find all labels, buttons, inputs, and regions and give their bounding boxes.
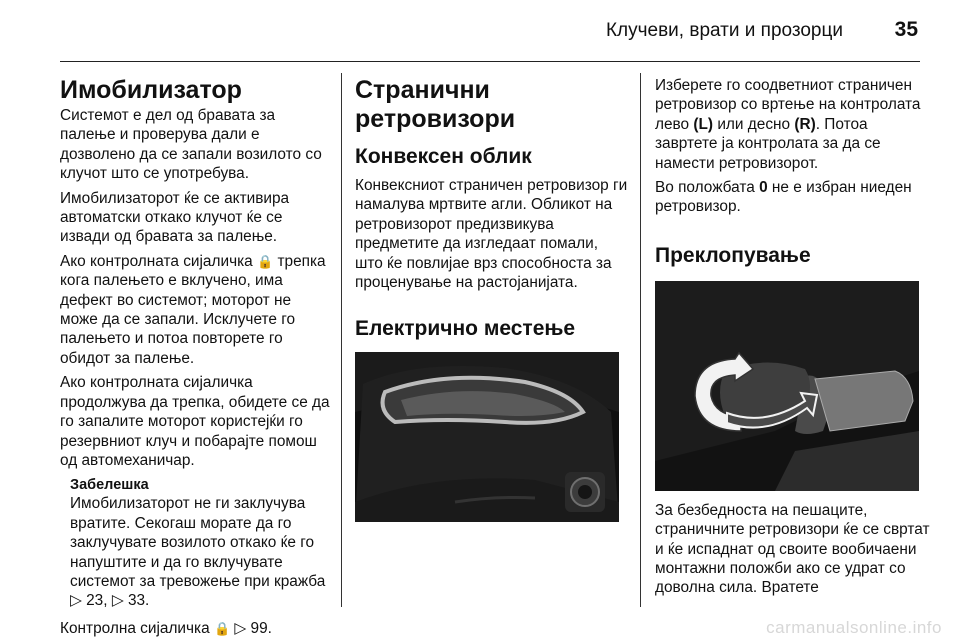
immobiliser-lamp-icon: 🔒 bbox=[213, 620, 231, 636]
note-heading: Забелешка bbox=[70, 477, 149, 494]
mirror-adjust-illustration bbox=[355, 352, 619, 522]
column-divider-1 bbox=[341, 73, 342, 607]
paragraph: За безбедноста на пешаците, страничните ретровизори ќе се свртат и ќе испаднат од своите вообичаени монтажни положби ако се удрат со доволна сила. Вратете bbox=[655, 501, 930, 597]
right-label: (R) bbox=[794, 115, 816, 133]
paragraph: Изберете го соодветниот страничен ретровизор со вртење на контролата лево (L) или десно (R). Потоа завртете ја контролата за да се намести ретровизорот. bbox=[655, 77, 921, 172]
paragraph: Во положбата 0 не е избран ниеден ретровизор. bbox=[655, 179, 912, 216]
mirror-folding-illustration bbox=[655, 281, 919, 491]
page-number: 35 bbox=[894, 18, 918, 41]
subheading-electric: Електрично местење bbox=[355, 317, 576, 341]
paragraph: Системот е дел од бравата за палење и проверува дали е дозволено да се запали возилото со клучот што се употребува. bbox=[60, 107, 322, 183]
watermark: carmanualsonline.info bbox=[766, 618, 942, 637]
page-ref-icon: ▷ bbox=[70, 592, 82, 610]
column-divider-2 bbox=[640, 73, 641, 607]
note-box bbox=[70, 477, 330, 610]
subheading-convex: Конвексен облик bbox=[355, 145, 532, 168]
header-rule bbox=[60, 61, 920, 62]
note-text: Имобилизаторот не ги заклучува вратите. Секогаш морате да го заклучувате возилото откако ќе го напуштите и да го вклучувате системот за тревожење при кражба ▷ 23, ▷ 33. bbox=[70, 495, 326, 610]
column-side-mirrors bbox=[355, 76, 630, 522]
left-label: (L) bbox=[693, 115, 714, 133]
page-ref-link[interactable]: 99. bbox=[250, 619, 272, 637]
column-immobiliser bbox=[60, 76, 330, 638]
running-header-title: Клучеви, врати и прозорци bbox=[605, 20, 843, 41]
immobiliser-lamp-icon: 🔒 bbox=[257, 253, 274, 269]
paragraph: Имобилизаторот ќе се активира автоматски откако клучот ќе се извади од бравата за палење. bbox=[60, 189, 290, 246]
door-mirror-switch-image bbox=[355, 352, 619, 522]
paragraph: Ако контролната сијаличка продолжува да трепка, обидете се да го запалите моторот користејќи го резервниот клуч и побарајте помош од автомеханичар. bbox=[60, 374, 330, 469]
section-heading-immobiliser: Имобилизатор bbox=[60, 76, 242, 104]
page-ref-link[interactable]: 33. bbox=[127, 592, 150, 610]
page-ref-icon: ▷ bbox=[111, 592, 124, 610]
section-heading-mirrors: Странични ретровизори bbox=[355, 76, 516, 133]
column-mirror-text bbox=[655, 76, 930, 598]
paragraph: Ако контролната сијаличка 🔒 трепка кога палењето е вклучено, има дефект во системот; моторот не може да се запали. Исклучете го палењето и потоа повторете го обидот за палење. bbox=[60, 252, 326, 367]
page-ref-link[interactable]: 23, bbox=[86, 592, 108, 610]
paragraph: Контролна сијаличка 🔒 ▷ 99. bbox=[60, 619, 272, 637]
paragraph: Конвексниот страничен ретровизор ги намалува мртвите агли. Обликот на ретровизорот предизвикува предметите да изгледаат помали, што ќе повлијае врз способноста за проценување на растојанијата. bbox=[355, 177, 628, 292]
zero-position-label: 0 bbox=[759, 179, 768, 197]
page-ref-icon: ▷ bbox=[234, 619, 247, 637]
folding-mirror-image bbox=[655, 281, 919, 491]
subheading-folding: Преклопување bbox=[655, 243, 811, 267]
